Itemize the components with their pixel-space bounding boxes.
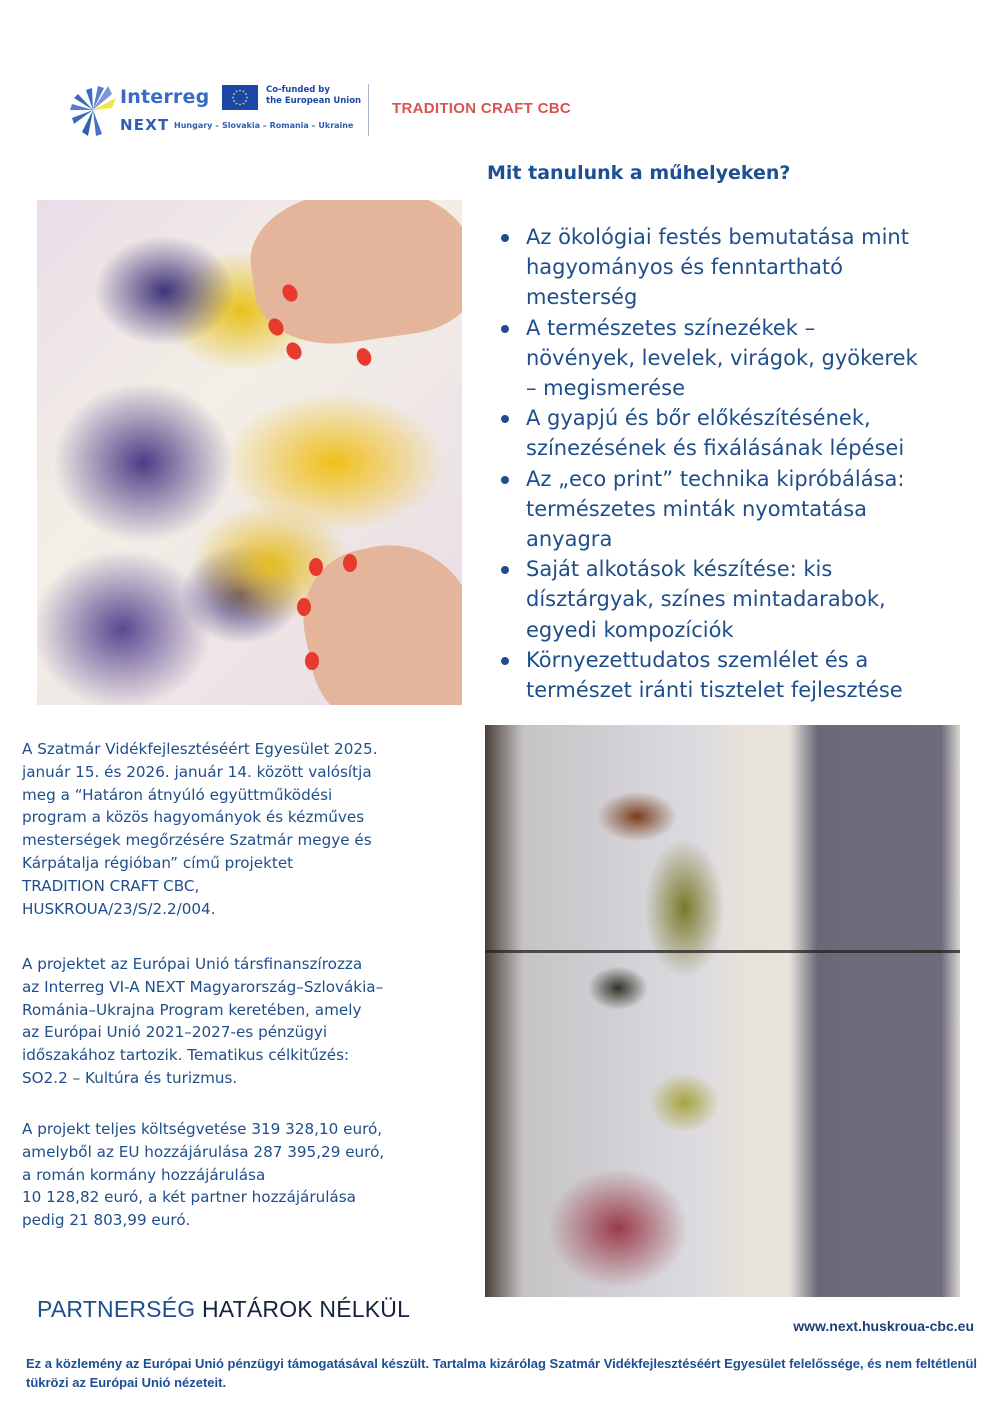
line: Saját alkotások készítése: kis <box>526 557 833 582</box>
line: mesterség <box>526 285 638 310</box>
eco-print-runners-photo <box>485 725 960 1297</box>
nail <box>305 652 319 670</box>
eu-disclaimer: Ez a közlemény az Európai Unió pénzügyi támogatásával készült. Tartalma kizárólag Szatmár Vidékfejlesztéséért Egyesület felelőssége, és nem feltétlenül tükrözi az Európai Unió nézeteit. <box>26 1356 978 1390</box>
line: program a közös hagyományok és kézműves <box>22 808 365 827</box>
slogan-part2: HATÁROK NÉLKÜL <box>195 1296 411 1322</box>
bullet-icon <box>501 657 509 665</box>
list-item <box>498 645 978 705</box>
table-seam <box>485 950 960 953</box>
line: amelyből az EU hozzájárulása 287 395,29 euró, <box>22 1142 385 1161</box>
line: Az „eco print” technika kipróbálása: <box>526 466 905 491</box>
bullet-icon <box>501 234 509 242</box>
nail <box>309 558 323 576</box>
list-item <box>498 464 978 555</box>
workshop-heading: Mit tanulunk a műhelyeken? <box>487 162 791 184</box>
line: meg a “Határon átnyúló együttműködési <box>22 785 333 804</box>
line: pedig 21 803,99 euró. <box>22 1211 191 1230</box>
line: HUSKROUA/23/S/2.2/004. <box>22 899 216 918</box>
line: egyedi kompozíciók <box>526 617 734 642</box>
nail <box>297 598 311 616</box>
line: A Szatmár Vidékfejlesztéséért Egyesület 2025. <box>22 740 378 758</box>
line: dísztárgyak, színes mintadarabok, <box>526 587 886 612</box>
interreg-wordmark: Interreg <box>120 86 210 108</box>
budget-description <box>22 1118 462 1232</box>
header-logos <box>66 80 626 142</box>
line: az Európai Unió 2021–2027-es pénzügyi <box>22 1023 328 1042</box>
line: mesterségek megőrzésére Szatmár megye és <box>22 831 372 850</box>
slogan-part1: PARTNERSÉG <box>37 1296 196 1322</box>
bullet-icon <box>501 325 509 333</box>
eu-cofunded-text <box>266 85 361 107</box>
nail <box>343 554 357 572</box>
line: színezésének és fixálásának lépései <box>526 436 905 461</box>
bullet-icon <box>501 476 509 484</box>
line: hagyományos és fenntartható <box>526 255 844 280</box>
next-wordmark: NEXT <box>120 116 170 134</box>
line: a román kormány hozzájárulása <box>22 1165 266 1184</box>
line: az Interreg VI-A NEXT Magyarország–Szlovákia– <box>22 977 384 996</box>
list-item <box>498 313 978 404</box>
header-divider <box>368 84 369 136</box>
interreg-star-icon <box>68 84 118 138</box>
workshop-topics-list <box>498 222 978 705</box>
line: – megismerése <box>526 376 685 401</box>
funding-description <box>22 953 462 1090</box>
nail <box>283 340 304 363</box>
line: A projekt teljes költségvetése 319 328,10 euró, <box>22 1120 383 1138</box>
project-description <box>22 738 462 920</box>
line: Románia–Ukrajna Program keretében, amely <box>22 1000 362 1019</box>
line: A projektet az Európai Unió társfinanszírozza <box>22 955 363 973</box>
line: időszakához tartozik. Tematikus célkitűzés: <box>22 1046 350 1065</box>
line: A természetes színezékek – <box>526 315 816 340</box>
line: SO2.2 – Kultúra és turizmus. <box>22 1068 238 1087</box>
eu-text-line2: the European Union <box>266 96 362 106</box>
eu-flag-icon <box>222 85 258 110</box>
slogan <box>37 1296 410 1323</box>
line: természet iránti tisztelet fejlesztése <box>526 678 903 703</box>
website-link[interactable]: www.next.huskroua-cbc.eu <box>793 1318 974 1334</box>
list-item <box>498 554 978 645</box>
line: Kárpátalja régióban” című projektet <box>22 853 294 872</box>
line: anyagra <box>526 527 613 552</box>
line: természetes minták nyomtatása <box>526 496 868 521</box>
nail <box>354 346 373 368</box>
list-item <box>498 222 978 313</box>
line: Az ökológiai festés bemutatása mint <box>526 225 909 249</box>
list-item <box>498 403 978 463</box>
bullet-icon <box>501 415 509 423</box>
line: január 15. és 2026. január 14. között valósítja <box>22 762 372 781</box>
line: TRADITION CRAFT CBC, <box>22 876 200 895</box>
eu-text-line1: Co-funded by <box>266 85 330 95</box>
line: A gyapjú és bőr előkészítésének, <box>526 406 871 431</box>
hand-image <box>290 529 462 705</box>
line: növények, levelek, virágok, gyökerek <box>526 345 918 370</box>
line: 10 128,82 euró, a két partner hozzájárulása <box>22 1188 356 1207</box>
program-countries: Hungary – Slovakia – Romania – Ukraine <box>174 121 354 130</box>
project-name-label: TRADITION CRAFT CBC <box>392 100 572 117</box>
bullet-icon <box>501 566 509 574</box>
line: Környezettudatos szemlélet és a <box>526 647 869 672</box>
dyed-fabric-photo <box>37 200 462 705</box>
